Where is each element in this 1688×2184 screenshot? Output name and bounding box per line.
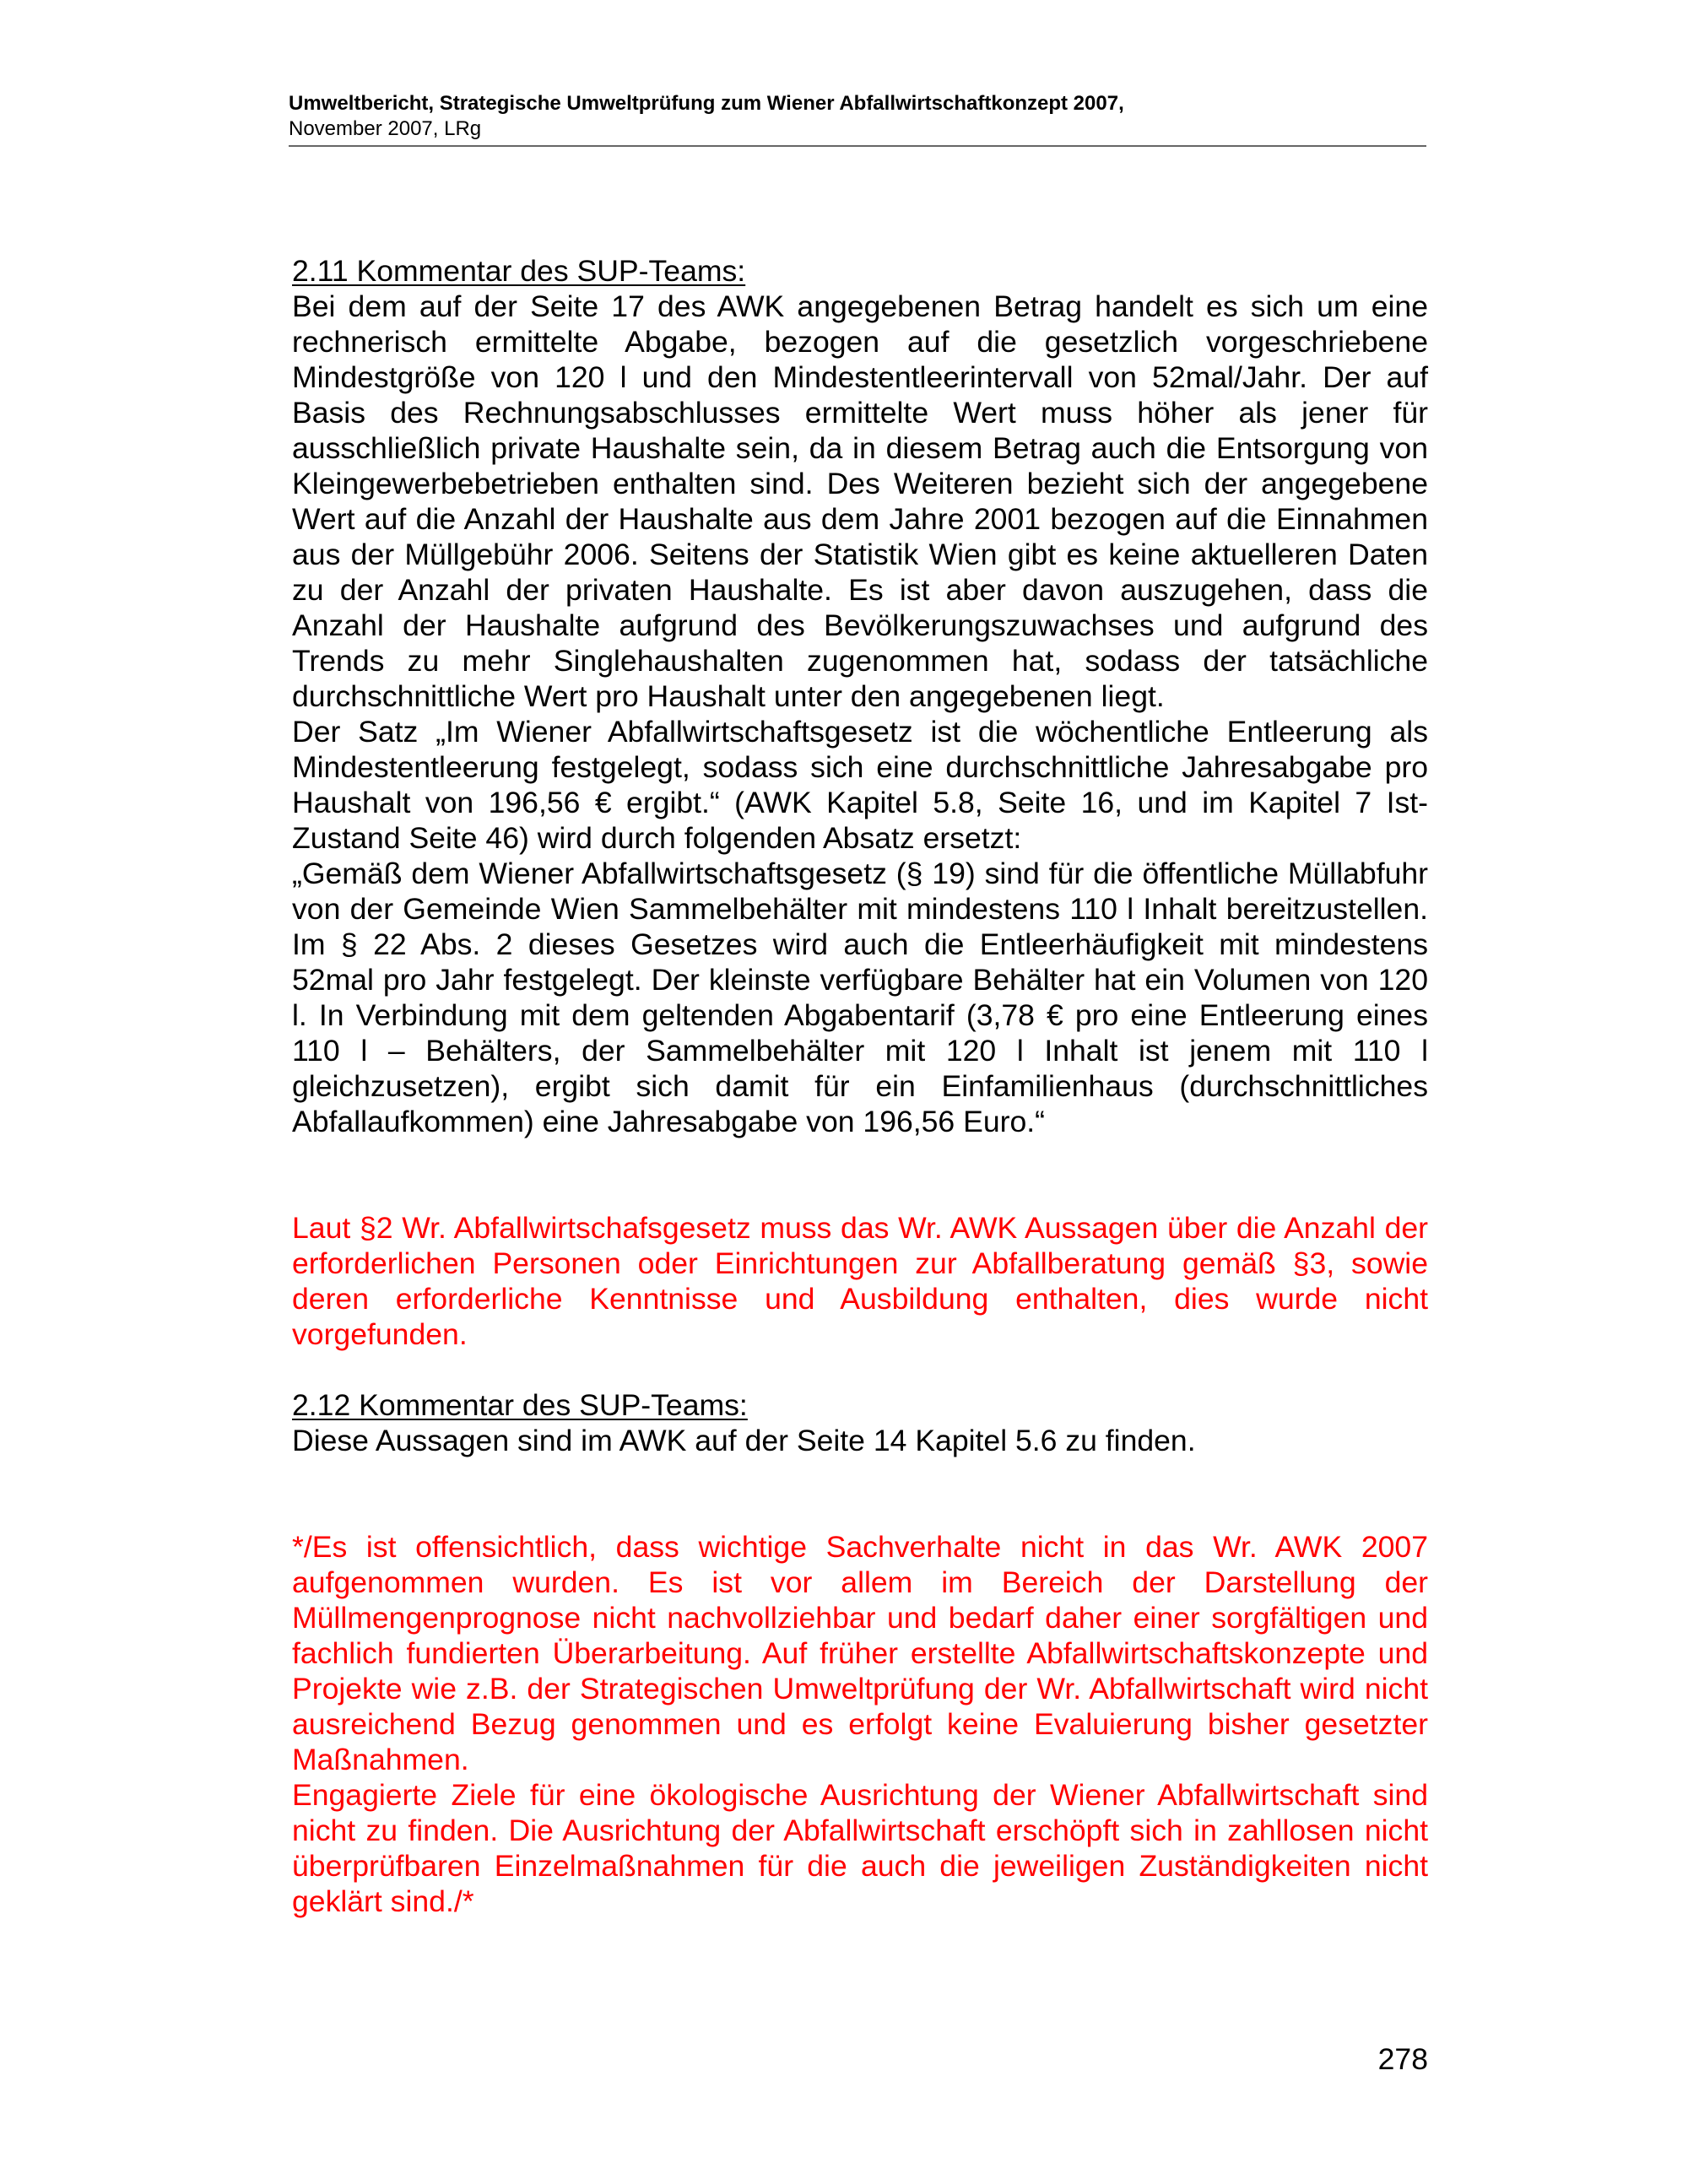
section-2-12-text: Diese Aussagen sind im AWK auf der Seite 14 Kapitel 5.6 zu finden.	[292, 1424, 1196, 1457]
section-2-12-heading: 2.12 Kommentar des SUP-Teams:	[292, 1388, 748, 1422]
page-number: 278	[1377, 2042, 1428, 2076]
document-body	[292, 253, 1428, 1919]
red-comment-1: Laut §2 Wr. Abfallwirtschafsgesetz muss das Wr. AWK Aussagen über die Anzahl der erforderlichen Personen oder Einrichtungen zur Abfallberatung gemäß §3, sowie deren erforderliche Kenntnisse und Ausbildung enthalten, dies wurde nicht vorgefunden.	[292, 1211, 1428, 1351]
section-2-11-paragraph-1: Bei dem auf der Seite 17 des AWK angegebenen Betrag handelt es sich um eine rechnerisch ermittelte Abgabe, bezogen auf die gesetzlich vorgeschriebene Mindestgröße von 120 l und den Mindestentleerintervall von 52mal/Jahr. Der auf Basis des Rechnungsabschlusses ermittelte Wert muss höher als jener für ausschließlich private Haushalte sein, da in diesem Betrag auch die Entsorgung von Kleingewerbebetrieben enthalten sind. Des Weiteren bezieht sich der angegebene Wert auf die Anzahl der Haushalte aus dem Jahre 2001 bezogen auf die Einnahmen aus der Müllgebühr 2006. Seitens der Statistik Wien gibt es keine aktuelleren Daten zu der Anzahl der privaten Haushalte. Es ist aber davon auszugehen, dass die Anzahl der Haushalte aufgrund des Bevölkerungszuwachses und aufgrund des Trends zu mehr Singlehaushalten zugenommen hat, sodass der tatsächliche durchschnittliche Wert pro Haushalt unter den angegebenen liegt.	[292, 289, 1428, 713]
section-2-11-paragraph-3: „Gemäß dem Wiener Abfallwirtschaftsgesetz (§ 19) sind für die öffentliche Müllabfuhr von der Gemeinde Wien Sammelbehälter mit mindestens 110 l Inhalt bereitzustellen. Im § 22 Abs. 2 dieses Gesetzes wird auch die Entleerhäufigkeit mit mindestens 52mal pro Jahr festgelegt. Der kleinste verfügbare Behälter hat ein Volumen von 120 l. In Verbindung mit dem geltenden Abgabentarif (3,78 € pro eine Entleerung eines 110 l – Behälters, der Sammelbehälter mit 120 l Inhalt ist jenem mit 110 l gleichzusetzen), ergibt sich damit für ein Einfamilienhaus (durchschnittliches Abfallaufkommen) eine Jahresabgabe von 196,56 Euro.“	[292, 857, 1428, 1138]
section-2-11-paragraph-2: Der Satz „Im Wiener Abfallwirtschaftsgesetz ist die wöchentliche Entleerung als Mindestentleerung festgelegt, sodass sich eine durchschnittliche Jahresabgabe pro Haushalt von 196,56 € ergibt.“ (AWK Kapitel 5.8, Seite 16, und im Kapitel 7 Ist-Zustand Seite 46) wird durch folgenden Absatz ersetzt:	[292, 715, 1428, 855]
section-2-11-heading: 2.11 Kommentar des SUP-Teams:	[292, 254, 746, 288]
red-comment-2-paragraph-2: Engagierte Ziele für eine ökologische Ausrichtung der Wiener Abfallwirtschaft sind nicht zu finden. Die Ausrichtung der Abfallwirtschaft erschöpft sich in zahllosen nicht überprüfbaren Einzelmaßnahmen für die auch die jeweiligen Zuständigkeiten nicht geklärt sind./*	[292, 1778, 1428, 1918]
header-subtitle: November 2007, LRg	[289, 117, 482, 140]
red-comment-2-paragraph-1: */Es ist offensichtlich, dass wichtige Sachverhalte nicht in das Wr. AWK 2007 aufgenommen wurden. Es ist vor allem im Bereich der Darstellung der Müllmengenprognose nicht nachvollziehbar und bedarf daher einer sorgfältigen und fachlich fundierten Überarbeitung. Auf früher erstellte Abfallwirtschaftskonzepte und Projekte wie z.B. der Strategischen Umweltprüfung der Wr. Abfallwirtschaft wird nicht ausreichend Bezug genommen und es erfolgt keine Evaluierung bisher gesetzter Maßnahmen.	[292, 1530, 1428, 1776]
header-title: Umweltbericht, Strategische Umweltprüfung zum Wiener Abfallwirtschaftkonzept 2007,	[289, 92, 1124, 115]
page-header	[289, 91, 1426, 147]
